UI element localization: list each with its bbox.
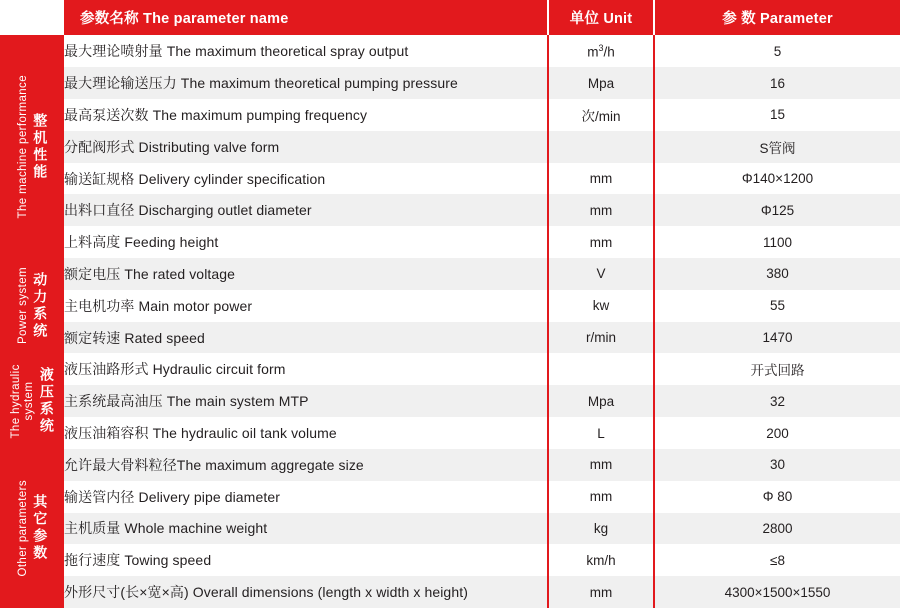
group-label-cn: 液压系统 [38, 367, 55, 436]
group-label-1 [0, 35, 64, 258]
unit-cell [548, 131, 654, 163]
parameter-value-cell: S管阀 [654, 131, 900, 163]
table-header-row [0, 0, 900, 35]
table-row [0, 194, 900, 226]
parameter-value-cell: 16 [654, 67, 900, 99]
parameter-value-cell: 4300×1500×1550 [654, 576, 900, 608]
table-row [0, 290, 900, 322]
unit-cell: L [548, 417, 654, 449]
parameter-name-cell: 允许最大骨料粒径The maximum aggregate size [64, 449, 548, 481]
unit-cell: 次/min [548, 99, 654, 131]
table-row [0, 353, 900, 385]
group-label-cn: 其它参数 [32, 494, 49, 563]
parameter-value-cell: 开式回路 [654, 353, 900, 385]
unit-cell: Mpa [548, 67, 654, 99]
parameter-name-cell: 液压油箱容积 The hydraulic oil tank volume [64, 417, 548, 449]
header-corner-cell [0, 0, 64, 35]
parameter-value-cell: 1100 [654, 226, 900, 258]
parameter-value-cell: 1470 [654, 322, 900, 354]
unit-cell: kw [548, 290, 654, 322]
parameter-name-cell: 拖行速度 Towing speed [64, 544, 548, 576]
unit-cell: kg [548, 513, 654, 545]
unit-cell: mm [548, 226, 654, 258]
table-row [0, 67, 900, 99]
group-label-en: The machine performance [16, 74, 29, 219]
parameter-name-cell: 液压油路形式 Hydraulic circuit form [64, 353, 548, 385]
parameter-name-cell: 主系统最高油压 The main system MTP [64, 385, 548, 417]
table-row [0, 99, 900, 131]
parameter-name-cell: 最大理论输送压力 The maximum theoretical pumping pressure [64, 67, 548, 99]
table-row [0, 258, 900, 290]
unit-cell: mm [548, 163, 654, 195]
parameter-name-cell: 主机质量 Whole machine weight [64, 513, 548, 545]
parameter-value-cell: 15 [654, 99, 900, 131]
table-row [0, 513, 900, 545]
table-row [0, 417, 900, 449]
table-row [0, 481, 900, 513]
parameter-value-cell: 200 [654, 417, 900, 449]
table-row [0, 449, 900, 481]
table-row [0, 163, 900, 195]
table-row [0, 544, 900, 576]
unit-cell: mm [548, 449, 654, 481]
parameter-value-cell: Φ125 [654, 194, 900, 226]
group-label-en: Power system [16, 267, 29, 345]
parameter-name-cell: 出料口直径 Discharging outlet diameter [64, 194, 548, 226]
group-label-en: Other parameters [16, 480, 29, 577]
unit-cell: mm [548, 481, 654, 513]
parameter-name-cell: 主电机功率 Main motor power [64, 290, 548, 322]
parameter-name-cell: 额定电压 The rated voltage [64, 258, 548, 290]
group-label-cn: 动力系统 [32, 271, 49, 340]
parameter-name-cell: 分配阀形式 Distributing valve form [64, 131, 548, 163]
unit-cell: mm [548, 576, 654, 608]
unit-cell [548, 353, 654, 385]
group-label-en: The hydraulic system [10, 364, 36, 439]
unit-cell: $m^3/h$ [548, 35, 654, 67]
parameter-name-cell: 外形尺寸(长×宽×高) Overall dimensions (length x width x height) [64, 576, 548, 608]
parameter-value-cell: ≤8 [654, 544, 900, 576]
parameter-value-cell: Φ140×1200 [654, 163, 900, 195]
parameter-value-cell: 5 [654, 35, 900, 67]
group-label-4 [0, 449, 64, 608]
group-label-2 [0, 258, 64, 353]
header-unit: 单位 Unit [548, 0, 654, 35]
parameter-value-cell: 2800 [654, 513, 900, 545]
table-row [0, 322, 900, 354]
unit-cell: Mpa [548, 385, 654, 417]
table-row [0, 576, 900, 608]
parameter-name-cell: 上料高度 Feeding height [64, 226, 548, 258]
parameter-name-cell: 最高泵送次数 The maximum pumping frequency [64, 99, 548, 131]
table-row [0, 131, 900, 163]
parameter-name-cell: 输送缸规格 Delivery cylinder specification [64, 163, 548, 195]
unit-cell: r/min [548, 322, 654, 354]
table-row [0, 35, 900, 67]
table-row [0, 226, 900, 258]
header-parameter-value: 参 数 Parameter [654, 0, 900, 35]
unit-cell: mm [548, 194, 654, 226]
header-parameter-name: 参数名称 The parameter name [64, 0, 548, 35]
table-row [0, 385, 900, 417]
unit-cell: km/h [548, 544, 654, 576]
unit-cell: V [548, 258, 654, 290]
parameter-name-cell: 输送管内径 Delivery pipe diameter [64, 481, 548, 513]
parameter-name-cell: 最大理论喷射量 The maximum theoretical spray output [64, 35, 548, 67]
parameter-value-cell: 32 [654, 385, 900, 417]
parameter-value-cell: Φ 80 [654, 481, 900, 513]
parameter-name-cell: 额定转速 Rated speed [64, 322, 548, 354]
parameter-value-cell: 30 [654, 449, 900, 481]
parameter-value-cell: 55 [654, 290, 900, 322]
group-label-cn: 整机性能 [32, 112, 49, 181]
group-label-3 [0, 353, 64, 448]
parameter-value-cell: 380 [654, 258, 900, 290]
